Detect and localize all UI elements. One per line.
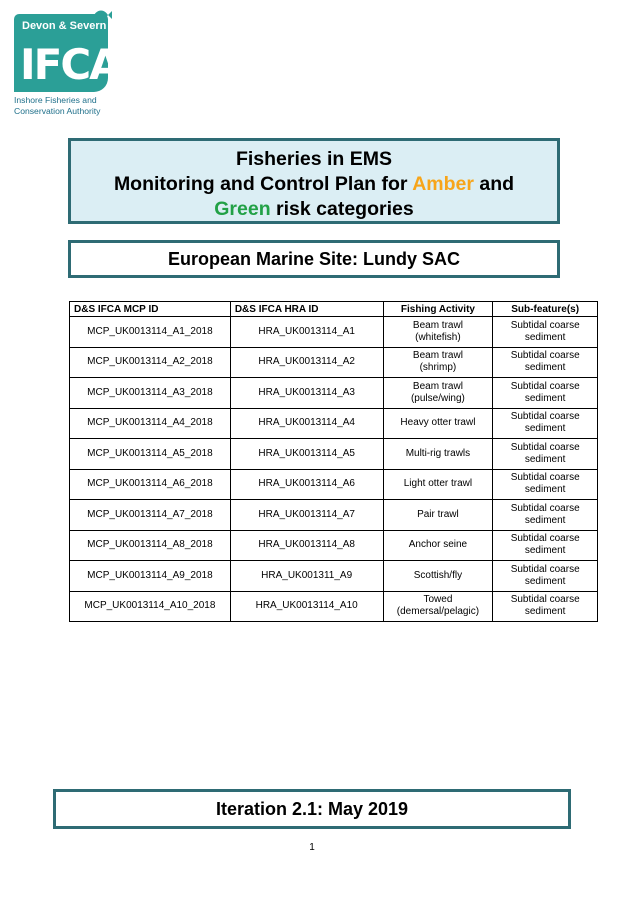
sub-feature-cell-text: sediment [524, 423, 566, 435]
sub-feature-cell-text: sediment [524, 606, 566, 618]
sub-feature-cell [493, 561, 598, 592]
hra-id-cell-text: HRA_UK0013114_A2 [258, 356, 355, 368]
title-line3-text: risk categories [270, 198, 414, 220]
title-line2-text: Monitoring and Control Plan for [113, 173, 413, 195]
table-row [70, 408, 598, 439]
hra-id-cell-text: HRA_UK0013114_A8 [258, 539, 355, 551]
fishing-activity-cell-text: Anchor seine [408, 539, 468, 551]
hra-id-cell [230, 561, 383, 592]
hra-id-cell [230, 347, 383, 378]
title-line2-and: and [473, 173, 515, 195]
mcp-id-cell [70, 347, 231, 378]
sub-feature-cell [493, 378, 598, 409]
hra-id-cell-text: HRA_UK0013114_A1 [258, 325, 355, 337]
hra-id-cell [230, 500, 383, 531]
hra-id-cell-text: HRA_UK0013114_A5 [258, 447, 355, 459]
fish-icon [92, 8, 112, 22]
mcp-id-cell-text: MCP_UK0013114_A7_2018 [87, 508, 213, 520]
sub-feature-cell-text: sediment [524, 392, 566, 404]
table-row [70, 530, 598, 561]
table-row [70, 317, 598, 348]
sub-feature-cell [493, 347, 598, 378]
hra-id-cell [230, 439, 383, 470]
amber-word: Amber [412, 173, 474, 195]
fishing-activity-cell [383, 561, 493, 592]
mcp-id-cell [70, 469, 231, 500]
mcp-id-cell-text: MCP_UK0013114_A1_2018 [87, 325, 213, 337]
table-row [70, 500, 598, 531]
fishing-activity-cell-text: Beam trawl [412, 319, 463, 331]
fishing-activity-cell-text: Towed [423, 594, 453, 606]
sub-feature-cell [493, 408, 598, 439]
fishing-activity-cell-text: (pulse/wing) [410, 392, 465, 404]
header-mcp-id: D&S IFCA MCP ID [70, 302, 231, 317]
green-word: Green [214, 198, 271, 220]
document-title [68, 138, 560, 224]
mcp-id-cell-text: MCP_UK0013114_A6_2018 [87, 478, 213, 490]
hra-id-cell [230, 378, 383, 409]
fishing-activity-cell-text: Beam trawl [412, 350, 463, 362]
mcp-id-cell-text: MCP_UK0013114_A4_2018 [87, 417, 213, 429]
mcp-id-cell [70, 561, 231, 592]
mcp-id-cell-text: MCP_UK0013114_A9_2018 [87, 569, 213, 581]
fishing-activity-cell-text: Multi-rig trawls [405, 447, 471, 459]
fishing-activity-cell-text: (whitefish) [415, 331, 461, 343]
mcp-id-cell-text: MCP_UK0013114_A10_2018 [84, 600, 216, 612]
hra-id-cell-text: HRA_UK0013114_A10 [255, 600, 358, 612]
sub-feature-cell-text: sediment [524, 453, 566, 465]
sub-feature-cell-text: Subtidal coarse [510, 380, 580, 392]
iteration-footer: Iteration 2.1: May 2019 [53, 789, 571, 829]
sub-feature-cell [493, 530, 598, 561]
fishing-activity-cell [383, 347, 493, 378]
fishing-activity-cell [383, 591, 493, 622]
mcp-id-cell [70, 591, 231, 622]
table-row [70, 469, 598, 500]
hra-id-cell-text: HRA_UK0013114_A3 [258, 386, 355, 398]
logo-subtitle-line1: Inshore Fisheries and [14, 95, 97, 105]
sub-feature-cell-text: Subtidal coarse [510, 594, 580, 606]
hra-id-cell [230, 469, 383, 500]
plan-table [69, 301, 598, 622]
hra-id-cell-text: HRA_UK0013114_A7 [258, 508, 355, 520]
hra-id-cell [230, 317, 383, 348]
hra-id-cell-text: HRA_UK001311_A9 [261, 569, 353, 581]
header-hra-id: D&S IFCA HRA ID [230, 302, 383, 317]
fishing-activity-cell [383, 439, 493, 470]
site-heading: European Marine Site: Lundy SAC [68, 240, 560, 278]
mcp-id-cell-text: MCP_UK0013114_A5_2018 [87, 447, 213, 459]
table-row [70, 378, 598, 409]
header-fishing-activity: Fishing Activity [383, 302, 493, 317]
page-number: 1 [309, 842, 315, 853]
sub-feature-cell-text: sediment [524, 484, 566, 496]
fishing-activity-cell-text: (shrimp) [419, 362, 457, 374]
sub-feature-cell-text: Subtidal coarse [510, 533, 580, 545]
fishing-activity-cell-text: Beam trawl [412, 380, 463, 392]
title-line3 [71, 197, 557, 222]
fishing-activity-cell [383, 469, 493, 500]
fishing-activity-cell-text: Light otter trawl [403, 478, 473, 490]
logo-badge [14, 38, 120, 92]
sub-feature-cell-text: sediment [524, 575, 566, 587]
logo-subtitle-line2: Conservation Authority [14, 106, 101, 116]
sub-feature-cell-text: sediment [524, 514, 566, 526]
sub-feature-cell-text: Subtidal coarse [510, 350, 580, 362]
hra-id-cell [230, 530, 383, 561]
fishing-activity-cell [383, 408, 493, 439]
mcp-id-cell [70, 439, 231, 470]
ifca-logo [14, 14, 120, 117]
sub-feature-cell-text: Subtidal coarse [510, 472, 580, 484]
mcp-id-cell-text: MCP_UK0013114_A8_2018 [87, 539, 213, 551]
table-row [70, 561, 598, 592]
table-row [70, 347, 598, 378]
fishing-activity-cell-text: Heavy otter trawl [400, 417, 476, 429]
logo-top-text: Devon & Severn [14, 14, 108, 38]
sub-feature-cell-text: Subtidal coarse [510, 319, 580, 331]
sub-feature-cell [493, 469, 598, 500]
mcp-id-cell [70, 317, 231, 348]
mcp-id-cell [70, 408, 231, 439]
fishing-activity-cell-text: Scottish/fly [413, 569, 463, 581]
sub-feature-cell-text: Subtidal coarse [510, 563, 580, 575]
logo-subtitle [14, 95, 114, 117]
mcp-id-cell [70, 500, 231, 531]
title-line1: Fisheries in EMS [235, 148, 393, 170]
table-row [70, 439, 598, 470]
mcp-id-cell-text: MCP_UK0013114_A2_2018 [87, 356, 213, 368]
hra-id-cell [230, 408, 383, 439]
fishing-activity-cell [383, 530, 493, 561]
fishing-activity-cell [383, 317, 493, 348]
title-line2 [71, 172, 557, 197]
fishing-activity-cell [383, 378, 493, 409]
sub-feature-cell [493, 317, 598, 348]
mcp-id-cell-text: MCP_UK0013114_A3_2018 [87, 386, 213, 398]
sub-feature-cell [493, 500, 598, 531]
header-sub-feature: Sub-feature(s) [493, 302, 598, 317]
fishing-activity-cell-text: (demersal/pelagic) [396, 606, 480, 618]
table-row [70, 591, 598, 622]
sub-feature-cell-text: Subtidal coarse [510, 502, 580, 514]
sub-feature-cell-text: Subtidal coarse [510, 411, 580, 423]
sub-feature-cell-text: sediment [524, 545, 566, 557]
hra-id-cell [230, 591, 383, 622]
hra-id-cell-text: HRA_UK0013114_A6 [258, 478, 355, 490]
fishing-activity-cell-text: Pair trawl [417, 508, 459, 520]
sub-feature-cell-text: Subtidal coarse [510, 441, 580, 453]
table-header-row [70, 302, 598, 317]
sub-feature-cell [493, 439, 598, 470]
mcp-id-cell [70, 530, 231, 561]
sub-feature-cell-text: sediment [524, 362, 566, 374]
logo-letters: IFCA [20, 40, 120, 89]
sub-feature-cell-text: sediment [524, 331, 566, 343]
mcp-id-cell [70, 378, 231, 409]
fishing-activity-cell [383, 500, 493, 531]
hra-id-cell-text: HRA_UK0013114_A4 [258, 417, 355, 429]
sub-feature-cell [493, 591, 598, 622]
